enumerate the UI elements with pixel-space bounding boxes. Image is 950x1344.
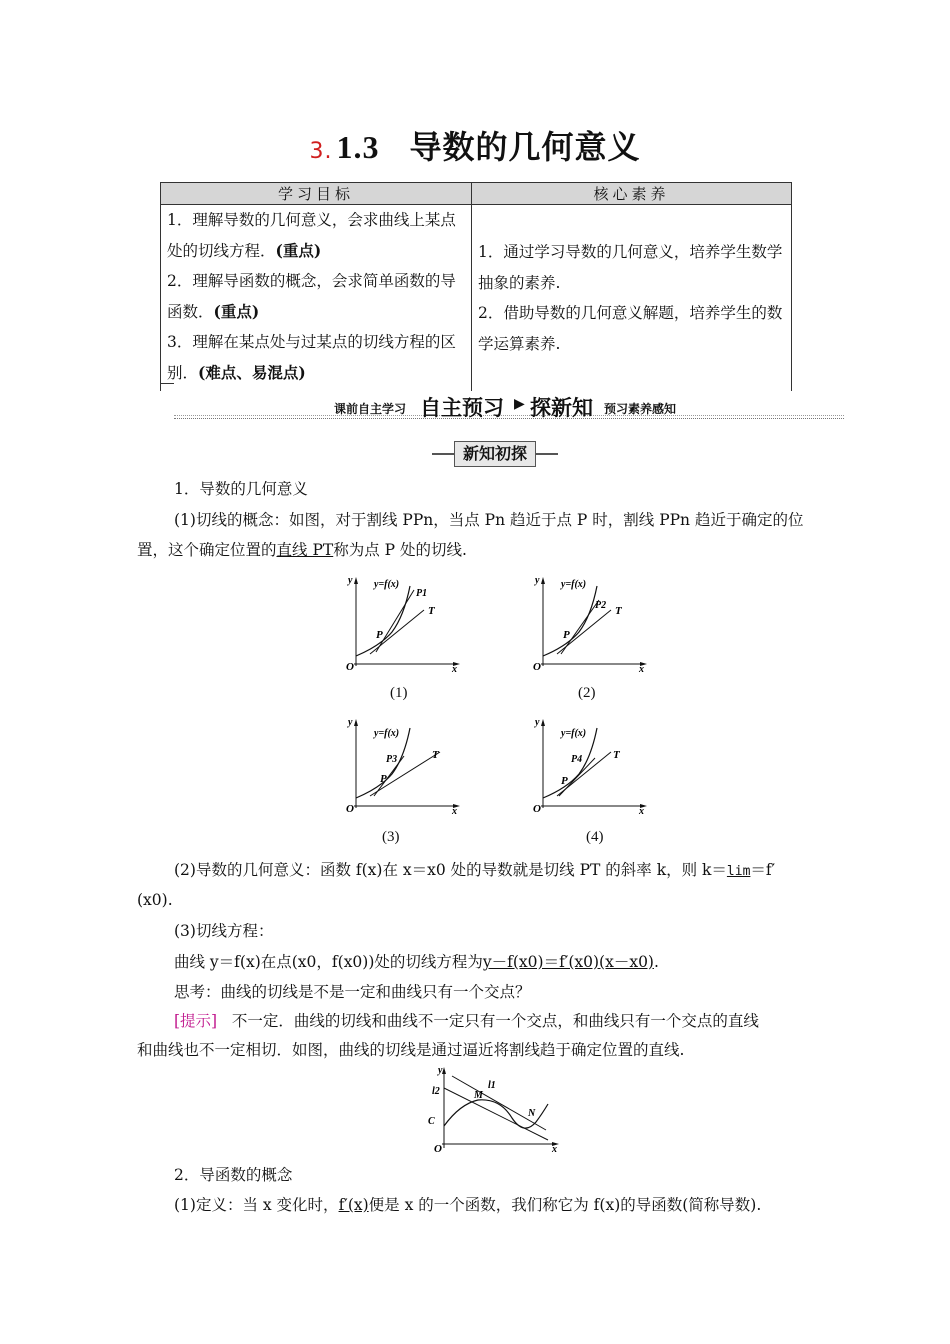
tangent-concept-line1: (1)切线的概念：如图，对于割线 PPn，当点 Pn 趋近于点 P 时，割线 PPn 趋近于确定的位	[174, 511, 804, 529]
tangent-equation-heading: (3)切线方程：	[174, 922, 274, 940]
svg-text:P: P	[563, 629, 570, 641]
svg-text:P2: P2	[595, 600, 607, 611]
heading-geometric-meaning: 1．导数的几何意义	[174, 480, 308, 498]
svg-text:x: x	[452, 806, 457, 816]
svg-text:l1: l1	[488, 1080, 496, 1091]
svg-text:M: M	[474, 1090, 483, 1101]
svg-text:N: N	[528, 1108, 536, 1119]
hint-line1: [提示] 不一定．曲线的切线和曲线不一定只有一个交点，和曲线只有一个交点的直线	[174, 1012, 759, 1030]
svg-text:x: x	[552, 1144, 557, 1155]
svg-text:P: P	[376, 629, 383, 641]
svg-text:T: T	[428, 605, 435, 617]
svg-text:y: y	[535, 717, 540, 728]
svg-text:y=f(x): y=f(x)	[561, 728, 587, 739]
figure-2	[529, 574, 649, 674]
svg-text:C: C	[428, 1116, 435, 1127]
goals-table	[160, 182, 792, 391]
svg-text:y=f(x): y=f(x)	[374, 728, 400, 739]
literacy-item-1: 1．通过学习导数的几何意义，培养学生数学抽象的素养.	[478, 243, 783, 292]
heading-derived-function: 2．导函数的概念	[174, 1166, 293, 1184]
svg-text:y: y	[348, 575, 353, 586]
goal-item-3: 3．理解在某点处与过某点的切线方程的区别．(难点、易混点)	[167, 333, 456, 382]
svg-text:O: O	[533, 661, 541, 673]
goals-left-cell	[161, 205, 472, 392]
svg-text:P1: P1	[416, 588, 428, 599]
caption-2: (2)	[578, 685, 596, 701]
svg-text:P3: P3	[386, 754, 398, 765]
section-tag: 新知初探	[432, 441, 558, 467]
svg-text:x: x	[452, 664, 457, 674]
tangent-concept-line2: 置，这个确定位置的直线 PT称为点 P 处的切线.	[137, 541, 467, 559]
svg-text:P4: P4	[571, 754, 583, 765]
arrow-icon: ▶	[514, 396, 525, 412]
svg-text:y: y	[535, 575, 540, 586]
caption-1: (1)	[390, 685, 408, 701]
svg-text:T: T	[432, 749, 439, 761]
svg-text:x: x	[639, 664, 644, 674]
svg-text:T: T	[615, 605, 622, 617]
svg-text:T: T	[613, 749, 620, 761]
figure-tangent-intersections	[420, 1066, 560, 1156]
figure-1	[342, 574, 462, 674]
svg-text:P: P	[380, 773, 387, 785]
svg-text:O: O	[346, 661, 354, 673]
goals-header-right: 核心素养	[472, 183, 792, 205]
svg-text:y=f(x): y=f(x)	[374, 579, 400, 590]
svg-text:y: y	[438, 1066, 443, 1076]
figure-4	[529, 716, 649, 816]
page-title: 3. 1.3 导数的几何意义	[309, 128, 641, 166]
table-corner-rule	[160, 383, 174, 384]
geometric-meaning-line1: (2)导数的几何意义：函数 f(x)在 x＝x0 处的导数就是切线 PT 的斜率 k，则 k＝lim＝f′	[174, 861, 776, 879]
geometric-meaning-line2: (x0).	[137, 891, 173, 909]
svg-text:l2: l2	[432, 1086, 440, 1097]
hint-line2: 和曲线也不一定相切．如图，曲线的切线是通过逼近将割线趋于确定位置的直线.	[137, 1041, 685, 1059]
figure-3	[342, 716, 462, 816]
banner-rule	[174, 415, 844, 416]
goal-item-1: 1．理解导数的几何意义，会求曲线上某点处的切线方程．(重点)	[167, 211, 456, 260]
svg-text:O: O	[434, 1143, 442, 1155]
svg-text:O: O	[533, 803, 541, 815]
svg-text:x: x	[639, 806, 644, 816]
svg-text:y: y	[348, 717, 353, 728]
goals-header-left: 学习目标	[161, 183, 472, 205]
tangent-equation-line: 曲线 y＝f(x)在点(x0，f(x0))处的切线方程为y－f(x0)＝f′(x0)(x－x0).	[174, 953, 659, 971]
think-question: 思考：曲线的切线是不是一定和曲线只有一个交点？	[174, 983, 531, 1001]
derived-function-definition: (1)定义：当 x 变化时，f′(x)便是 x 的一个函数，我们称它为 f(x)的导函数(简称导数).	[174, 1196, 762, 1214]
svg-text:O: O	[346, 803, 354, 815]
caption-4: (4)	[586, 829, 604, 845]
goals-right-cell	[472, 205, 792, 392]
section-banner: 课前自主学习 自主预习 ▶ 探新知 预习素养感知	[174, 392, 844, 420]
svg-text:P: P	[561, 775, 568, 787]
caption-3: (3)	[382, 829, 400, 845]
goal-item-2: 2．理解导函数的概念，会求简单函数的导函数．(重点)	[167, 272, 456, 321]
literacy-item-2: 2．借助导数的几何意义解题，培养学生的数学运算素养.	[478, 304, 783, 353]
banner-rule-lower	[174, 418, 844, 419]
svg-text:y=f(x): y=f(x)	[561, 579, 587, 590]
